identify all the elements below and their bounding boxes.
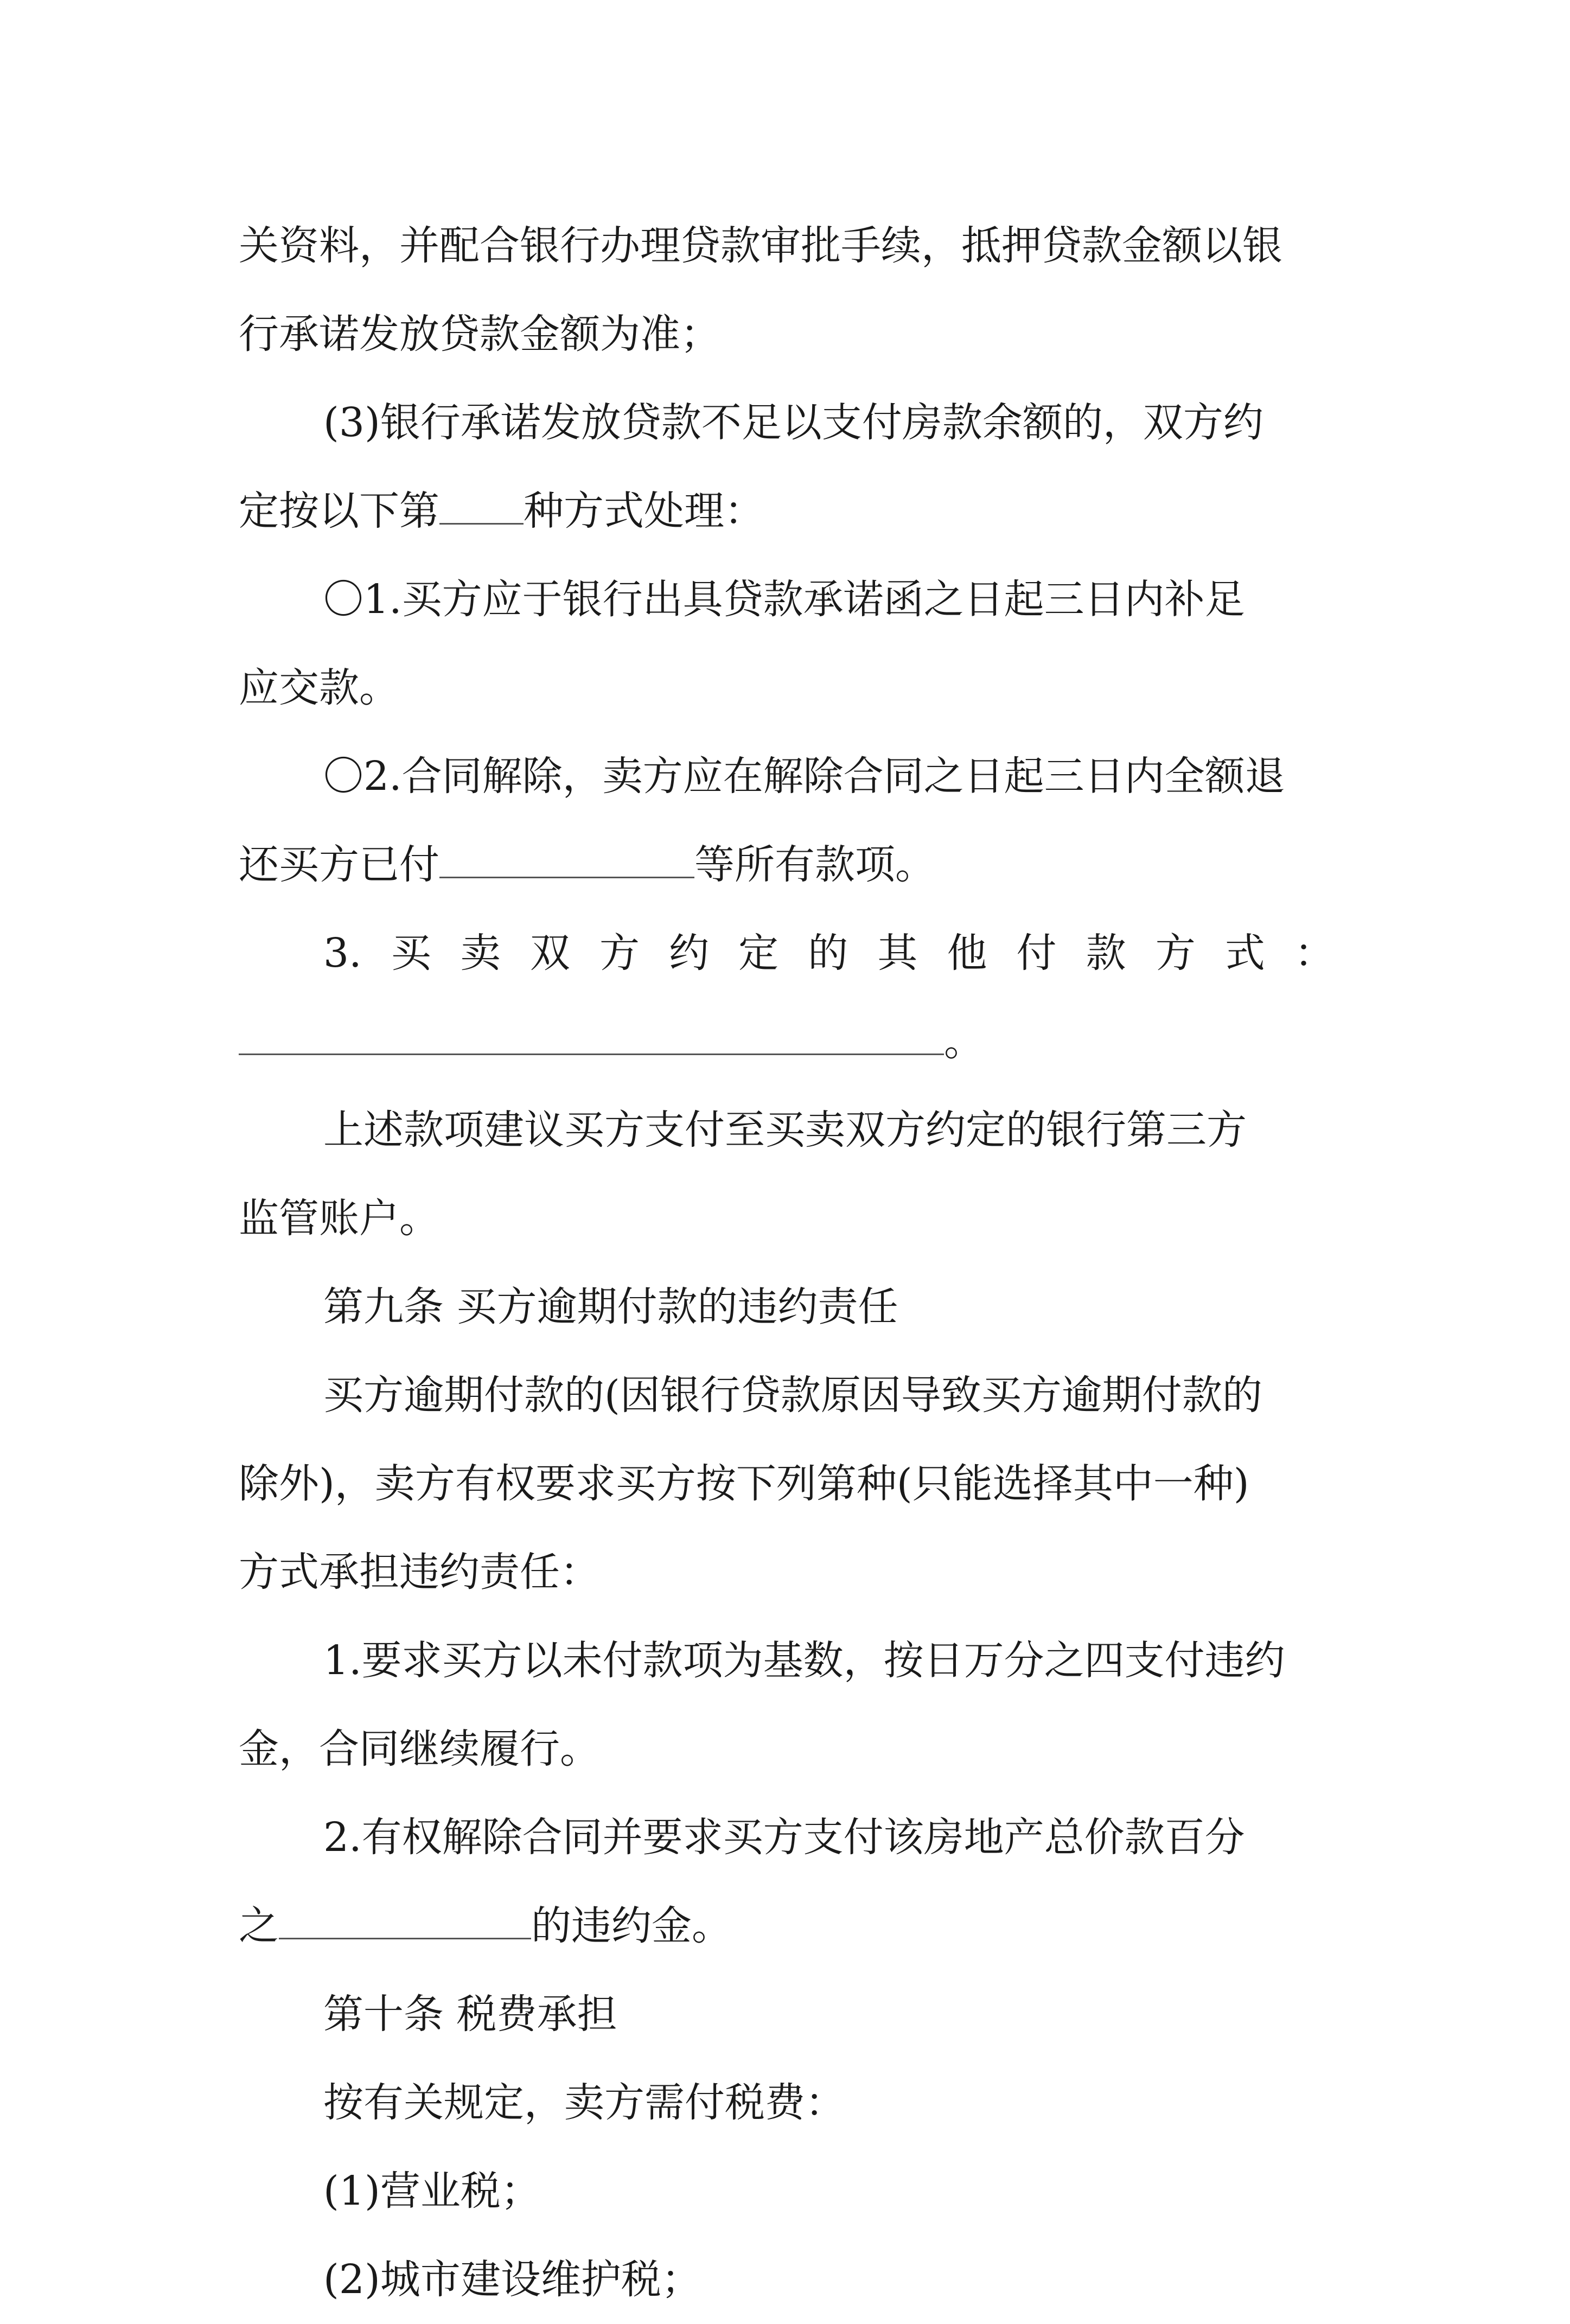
text-line: 1.要求买方以未付款项为基数，按日万分之四支付违约 <box>323 1637 1285 1684</box>
text-line: 应交款。 <box>239 665 399 711</box>
blank-paid-amount[interactable] <box>439 844 694 878</box>
text-line: 2.有权解除合同并要求买方支付该房地产总价款百分 <box>323 1814 1245 1861</box>
text-line: 除外)，卖方有权要求买方按下列第种(只能选择其中一种) <box>239 1460 1249 1507</box>
text-line: (3)银行承诺发放贷款不足以支付房款余额的，双方约 <box>323 399 1263 446</box>
text-line: 。 <box>239 998 1335 1086</box>
text-line-justified: 3. 买 卖 双 方 约 定 的 其 他 付 款 方 式 ： <box>323 930 1335 976</box>
text-line: 方式承担违约责任： <box>239 1549 600 1595</box>
article-heading: 第十条 税费承担 <box>323 1991 617 2038</box>
text-line: 〇2.合同解除，卖方应在解除合同之日起三日内全额退 <box>323 753 1285 800</box>
text-line: 关资料，并配合银行办理贷款审批手续，抵押贷款金额以银 <box>239 222 1282 269</box>
blank-other-payment-method[interactable] <box>239 1021 944 1055</box>
text-line: 金，合同继续履行。 <box>239 1726 600 1772</box>
text-line: 按有关规定，卖方需付税费： <box>323 2079 845 2126</box>
text-line: 行承诺发放贷款金额为准； <box>239 311 720 357</box>
list-item: (1)营业税； <box>323 2168 541 2214</box>
list-item: (2)城市建设维护税； <box>323 2256 701 2303</box>
text-line: 上述款项建议买方支付至买卖双方约定的银行第三方 <box>323 1107 1247 1153</box>
article-heading: 第九条 买方逾期付款的违约责任 <box>323 1284 898 1330</box>
text-line: 监管账户。 <box>239 1195 439 1242</box>
text-line: 〇1.买方应于银行出具贷款承诺函之日起三日内补足 <box>323 576 1245 623</box>
text-line: 还买方已付 等所有款项。 <box>239 841 935 888</box>
text-line: 定按以下第 种方式处理： <box>239 488 764 534</box>
document-body <box>239 202 1335 2324</box>
blank-option-number[interactable] <box>439 490 524 525</box>
text-line: 之 的违约金。 <box>239 1902 732 1949</box>
text-line: 买方逾期付款的(因银行贷款原因导致买方逾期付款的 <box>323 1372 1262 1419</box>
blank-penalty-percent[interactable] <box>279 1905 531 1939</box>
